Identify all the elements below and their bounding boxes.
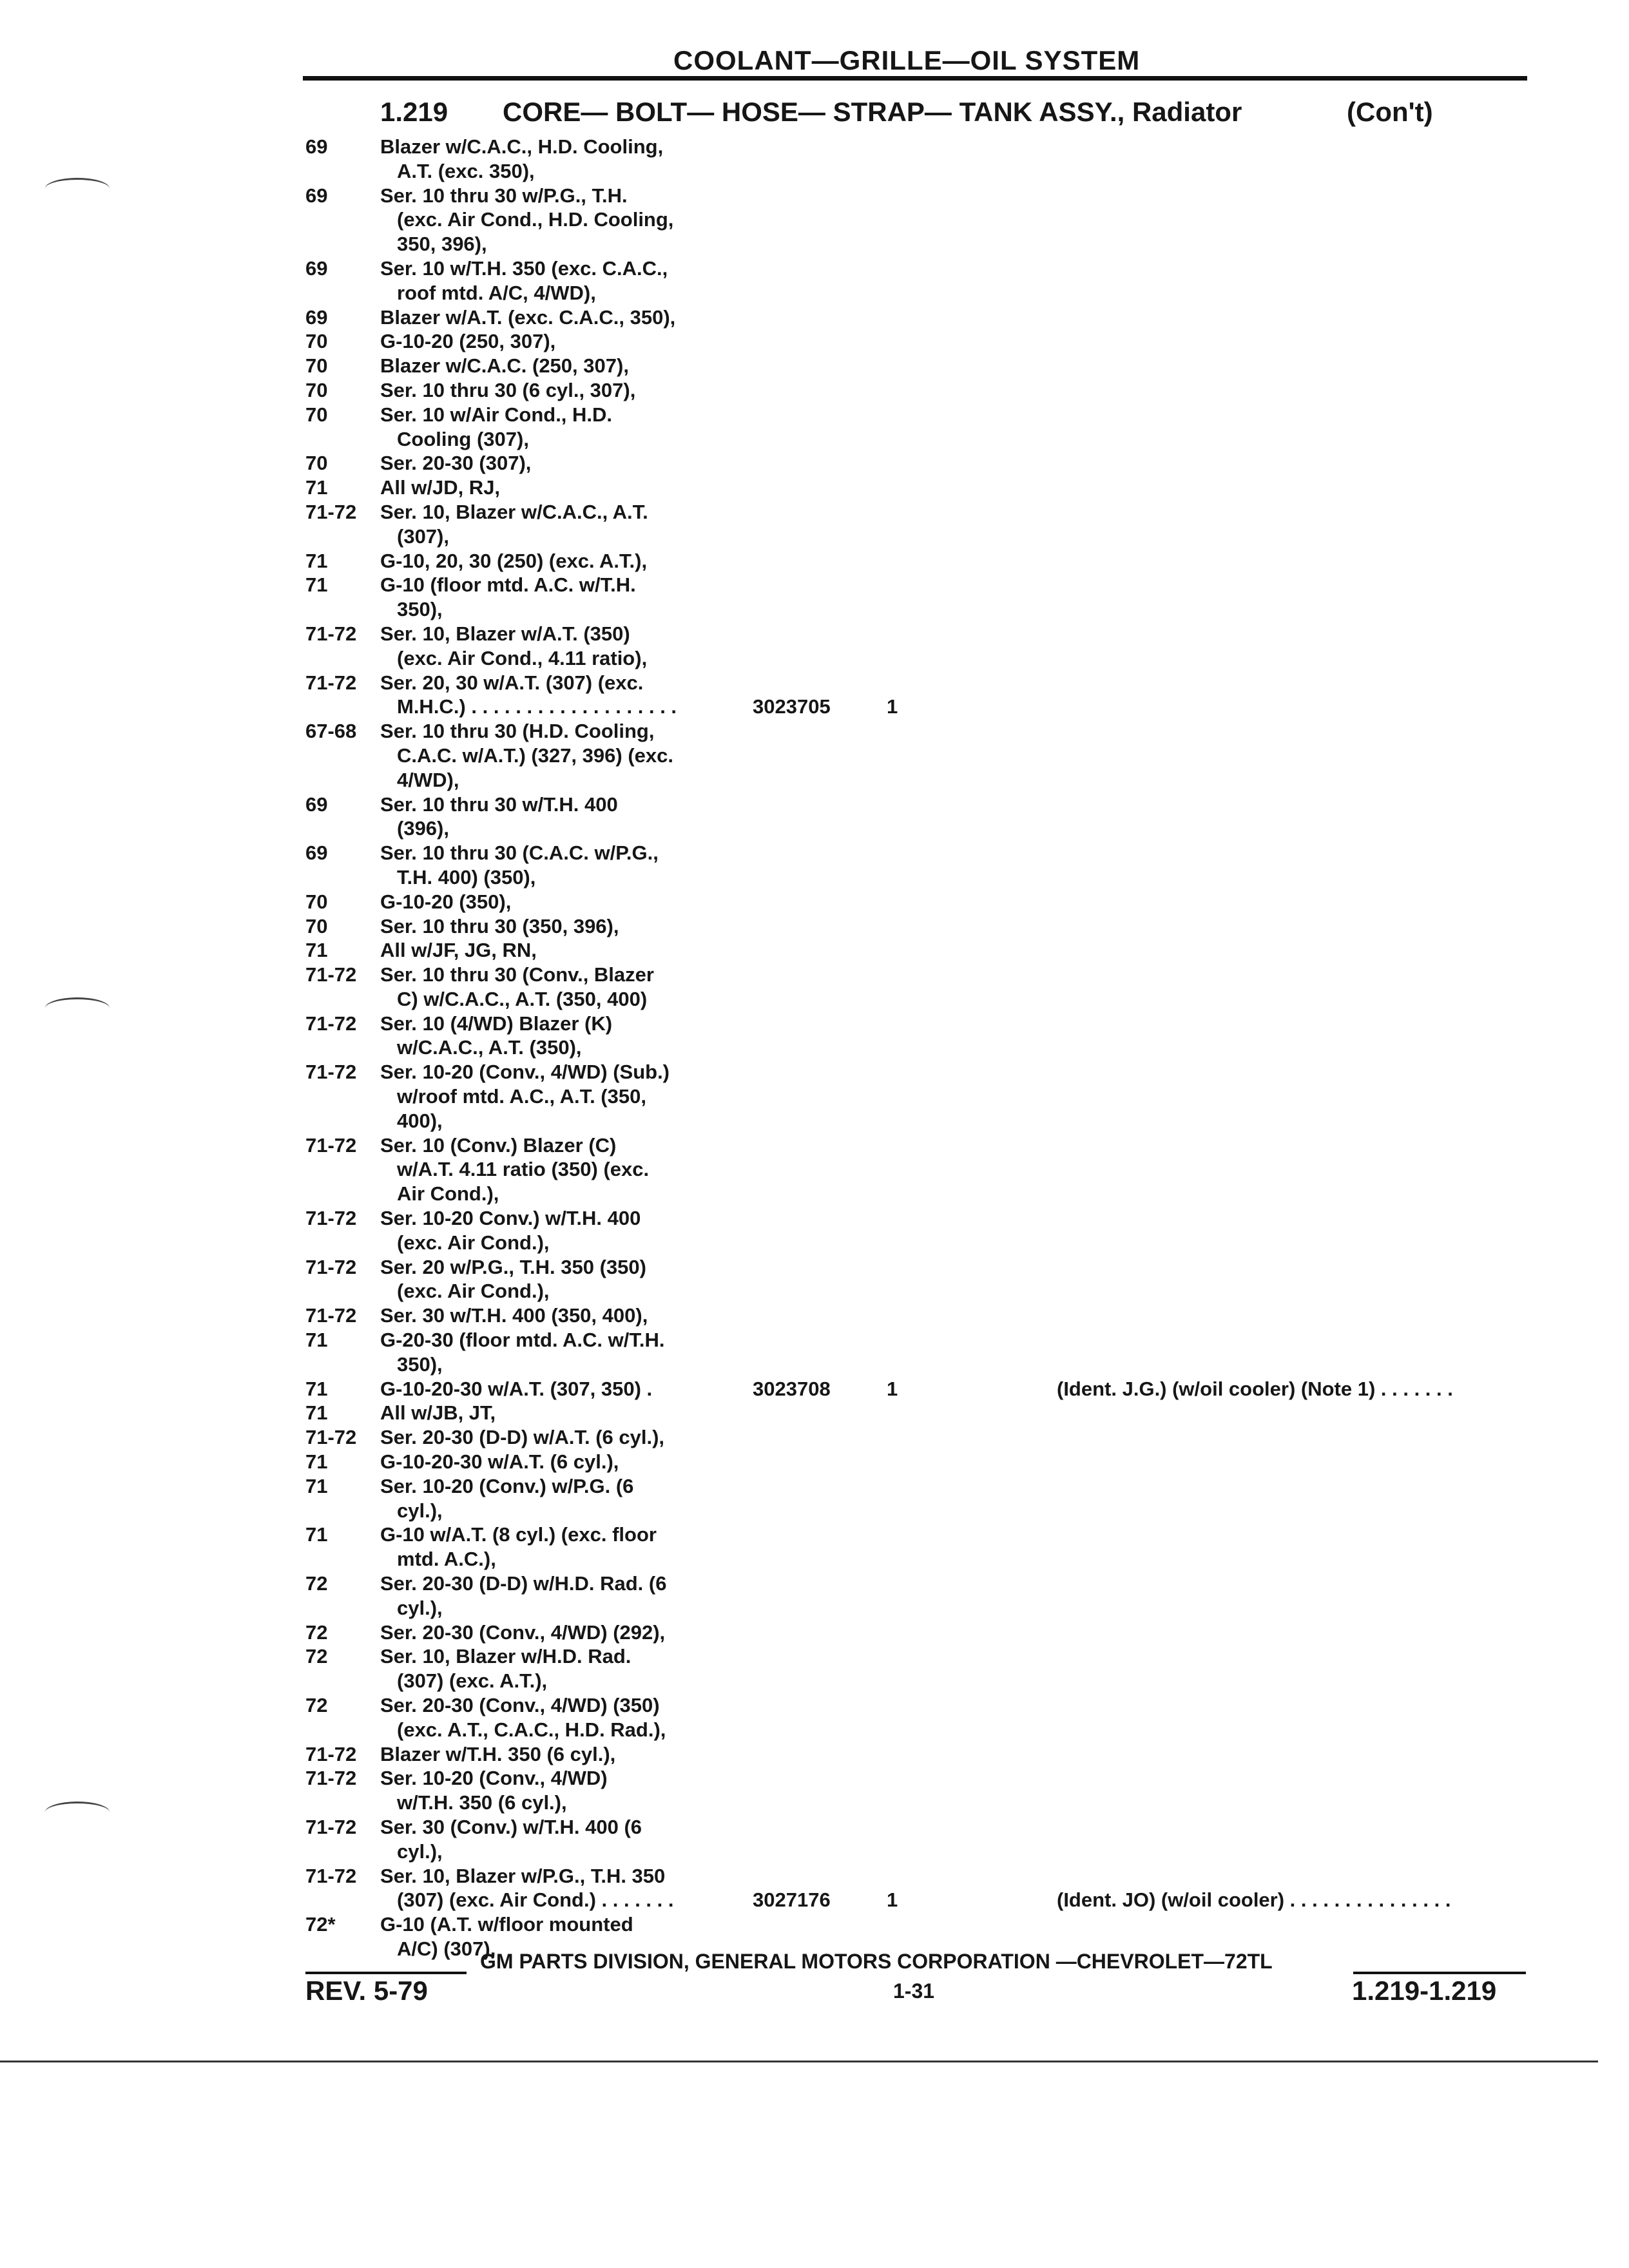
model-year: 71-72 (305, 1012, 357, 1035)
revision-label: REV. 5-79 (305, 1975, 428, 2006)
table-row (0, 1012, 1629, 1036)
model-year: 71-72 (305, 1304, 357, 1327)
application-description: C) w/C.A.C., A.T. (350, 400) (397, 987, 648, 1010)
model-year: 71-72 (305, 1426, 357, 1449)
table-row (0, 1571, 1629, 1596)
application-description: 400), (397, 1109, 443, 1132)
model-year: 70 (305, 403, 328, 426)
table-row (0, 524, 1629, 549)
table-row (0, 1109, 1629, 1133)
table-row (0, 793, 1629, 817)
model-year: 69 (305, 135, 328, 158)
application-description: All w/JB, JT, (380, 1401, 496, 1425)
header-rule (303, 76, 1527, 81)
table-row (0, 1182, 1629, 1206)
application-description: Blazer w/T.H. 350 (6 cyl.), (380, 1742, 616, 1765)
application-description: G-10-20 (250, 307), (380, 330, 556, 353)
application-description: (307) (exc. Air Cond.) . . . . . . . (397, 1888, 674, 1912)
table-row (0, 841, 1629, 865)
application-description: G-10-20-30 w/A.T. (6 cyl.), (380, 1450, 619, 1474)
table-row (0, 622, 1629, 646)
binder-hole-mark (45, 1802, 110, 1823)
model-year: 72 (305, 1572, 328, 1595)
model-year: 70 (305, 378, 328, 401)
application-description: G-10-20 (350), (380, 890, 512, 913)
application-description: cyl.), (397, 1596, 443, 1619)
table-row (0, 671, 1629, 695)
model-year: 71-72 (305, 1815, 357, 1838)
application-description: Ser. 10 thru 30 w/T.H. 400 (380, 793, 618, 816)
application-description: (exc. A.T., C.A.C., H.D. Rad.), (397, 1718, 666, 1741)
table-row (0, 1206, 1629, 1231)
table-row (0, 207, 1629, 232)
application-description: cyl.), (397, 1499, 443, 1522)
table-row (0, 1450, 1629, 1474)
application-description: Ser. 10, Blazer w/H.D. Rad. (380, 1645, 631, 1668)
quantity: 1 (887, 1888, 898, 1912)
application-description: M.H.C.) . . . . . . . . . . . . . . . . . . . (397, 695, 677, 718)
model-year: 71 (305, 549, 328, 572)
model-year: 72* (305, 1913, 336, 1936)
table-row (0, 1693, 1629, 1718)
page-number: 1-31 (893, 1979, 935, 2003)
application-description: G-10 w/A.T. (8 cyl.) (exc. floor (380, 1523, 657, 1546)
model-year: 70 (305, 452, 328, 475)
table-row (0, 987, 1629, 1012)
application-description: Cooling (307), (397, 427, 529, 450)
application-description: Ser. 30 (Conv.) w/T.H. 400 (6 (380, 1815, 642, 1838)
application-description: G-10 (floor mtd. A.C. w/T.H. (380, 573, 636, 597)
application-description: T.H. 400) (350), (397, 865, 536, 889)
model-year: 71-72 (305, 1255, 357, 1278)
application-description: Ser. 20 w/P.G., T.H. 350 (350) (380, 1255, 646, 1278)
table-row (0, 865, 1629, 890)
binder-hole-mark (45, 178, 110, 199)
section-continued: (Con't) (1347, 97, 1433, 127)
table-row (0, 135, 1629, 159)
table-row (0, 1352, 1629, 1377)
part-number: 3023708 (753, 1377, 831, 1400)
table-row (0, 500, 1629, 524)
application-description: Ser. 10 w/Air Cond., H.D. (380, 403, 613, 426)
application-description: w/C.A.C., A.T. (350), (397, 1036, 582, 1059)
table-row (0, 1523, 1629, 1547)
application-description: Ser. 10 (Conv.) Blazer (C) (380, 1133, 617, 1157)
application-description: Ser. 10, Blazer w/P.G., T.H. 350 (380, 1864, 666, 1887)
table-row (0, 451, 1629, 476)
table-row (0, 1035, 1629, 1060)
table-row (0, 232, 1629, 256)
part-note: (Ident. JO) (w/oil cooler) . . . . . . . . . . . . . . . (1057, 1888, 1451, 1912)
footer-corporation: GM PARTS DIVISION, GENERAL MOTORS CORPORATION —CHEVROLET—72TL (480, 1950, 1273, 1973)
table-row (0, 1401, 1629, 1425)
application-description: roof mtd. A/C, 4/WD), (397, 281, 596, 304)
application-description: Ser. 20-30 (D-D) w/A.T. (6 cyl.), (380, 1426, 665, 1449)
page-bottom-rule (0, 2061, 1598, 2062)
table-row (0, 1791, 1629, 1815)
model-year: 69 (305, 305, 328, 329)
application-description: Ser. 10-20 Conv.) w/T.H. 400 (380, 1207, 641, 1230)
application-description: Blazer w/A.T. (exc. C.A.C., 350), (380, 305, 676, 329)
application-description: Ser. 10 thru 30 (350, 396), (380, 914, 619, 937)
application-description: G-10-20-30 w/A.T. (307, 350) . (380, 1377, 653, 1400)
application-description: Ser. 20-30 (Conv., 4/WD) (292), (380, 1620, 666, 1644)
table-row (0, 1279, 1629, 1303)
application-description: Ser. 10 w/T.H. 350 (exc. C.A.C., (380, 256, 668, 280)
application-description: Ser. 20, 30 w/A.T. (307) (exc. (380, 671, 644, 694)
table-row (0, 1620, 1629, 1645)
application-description: G-20-30 (floor mtd. A.C. w/T.H. (380, 1329, 665, 1352)
table-row (0, 549, 1629, 573)
application-description: 350, 396), (397, 233, 487, 256)
table-row (0, 768, 1629, 793)
table-row (0, 695, 1629, 719)
table-row (0, 573, 1629, 597)
model-year: 70 (305, 354, 328, 378)
model-year: 71-72 (305, 671, 357, 694)
model-year: 71-72 (305, 1864, 357, 1887)
application-description: All w/JD, RJ, (380, 476, 501, 499)
table-row (0, 427, 1629, 452)
application-description: w/A.T. 4.11 ratio (350) (exc. (397, 1158, 650, 1181)
table-row (0, 1060, 1629, 1084)
model-year: 71 (305, 939, 328, 962)
application-description: (307) (exc. A.T.), (397, 1669, 548, 1693)
table-row (0, 1255, 1629, 1280)
model-year: 71 (305, 1523, 328, 1546)
application-description: 350), (397, 1352, 443, 1376)
application-description: Ser. 10 thru 30 (Conv., Blazer (380, 963, 654, 986)
application-description: A/C) (307), (397, 1937, 496, 1960)
model-year: 71 (305, 1401, 328, 1425)
model-year: 71 (305, 1474, 328, 1497)
table-row (0, 963, 1629, 987)
application-description: Ser. 10, Blazer w/C.A.C., A.T. (380, 500, 648, 523)
table-row (0, 378, 1629, 403)
application-description: (exc. Air Cond., H.D. Cooling, (397, 208, 674, 231)
part-number: 3023705 (753, 695, 831, 718)
table-row (0, 1474, 1629, 1499)
table-row (0, 597, 1629, 622)
table-row (0, 1912, 1629, 1937)
table-row (0, 1157, 1629, 1182)
model-year: 71-72 (305, 1767, 357, 1790)
model-year: 71-72 (305, 1133, 357, 1157)
model-year: 69 (305, 793, 328, 816)
table-row (0, 281, 1629, 305)
application-description: (exc. Air Cond., 4.11 ratio), (397, 646, 648, 669)
table-row (0, 1888, 1629, 1912)
table-row (0, 1231, 1629, 1255)
section-heading (380, 97, 1527, 128)
application-description: w/roof mtd. A.C., A.T. (350, (397, 1085, 646, 1108)
table-row (0, 1840, 1629, 1864)
table-row (0, 1596, 1629, 1620)
model-year: 67-68 (305, 720, 357, 743)
application-description: G-10, 20, 30 (250) (exc. A.T.), (380, 549, 648, 572)
application-description: C.A.C. w/A.T.) (327, 396) (exc. (397, 744, 673, 767)
application-description: G-10 (A.T. w/floor mounted (380, 1913, 633, 1936)
application-description: (exc. Air Cond.), (397, 1280, 550, 1303)
table-row (0, 1815, 1629, 1840)
section-reference: 1.219-1.219 (1352, 1975, 1497, 2006)
application-description: mtd. A.C.), (397, 1548, 496, 1571)
table-row (0, 1766, 1629, 1791)
table-row (0, 476, 1629, 500)
table-row (0, 1328, 1629, 1352)
application-description: Blazer w/C.A.C., H.D. Cooling, (380, 135, 664, 158)
table-row (0, 890, 1629, 914)
table-row (0, 1718, 1629, 1742)
footer-rule-left (305, 1972, 467, 1974)
table-row (0, 184, 1629, 208)
table-row (0, 1644, 1629, 1669)
application-description: Ser. 10 thru 30 (H.D. Cooling, (380, 720, 655, 743)
model-year: 71-72 (305, 1742, 357, 1765)
model-year: 71 (305, 1377, 328, 1400)
application-description: cyl.), (397, 1840, 443, 1863)
section-title: CORE— BOLT— HOSE— STRAP— TANK ASSY., Radiator (503, 97, 1242, 127)
quantity: 1 (887, 1377, 898, 1400)
application-description: Ser. 10 thru 30 (6 cyl., 307), (380, 378, 636, 401)
table-row (0, 159, 1629, 184)
model-year: 71-72 (305, 500, 357, 523)
application-description: Ser. 10-20 (Conv., 4/WD) (Sub.) (380, 1061, 670, 1084)
part-number: 3027176 (753, 1888, 831, 1912)
model-year: 70 (305, 330, 328, 353)
table-row (0, 354, 1629, 378)
table-row (0, 646, 1629, 671)
model-year: 71-72 (305, 1061, 357, 1084)
section-number: 1.219 (380, 97, 448, 127)
model-year: 71 (305, 573, 328, 597)
page-title: COOLANT—GRILLE—OIL SYSTEM (673, 45, 1141, 75)
application-description: Ser. 20-30 (D-D) w/H.D. Rad. (6 (380, 1572, 667, 1595)
table-row (0, 1303, 1629, 1328)
application-description: (exc. Air Cond.), (397, 1231, 550, 1254)
application-description: A.T. (exc. 350), (397, 159, 535, 182)
model-year: 71 (305, 476, 328, 499)
model-year: 72 (305, 1645, 328, 1668)
quantity: 1 (887, 695, 898, 718)
table-row (0, 1499, 1629, 1523)
model-year: 69 (305, 256, 328, 280)
table-row (0, 1377, 1629, 1401)
part-note: (Ident. J.G.) (w/oil cooler) (Note 1) . . . . . . . (1057, 1377, 1453, 1400)
table-row (0, 1864, 1629, 1888)
application-description: (307), (397, 524, 449, 548)
model-year: 70 (305, 890, 328, 913)
binder-hole-mark (45, 997, 110, 1019)
application-description: 4/WD), (397, 768, 459, 791)
table-row (0, 305, 1629, 330)
application-description: Ser. 10 (4/WD) Blazer (K) (380, 1012, 613, 1035)
model-year: 69 (305, 184, 328, 207)
model-year: 72 (305, 1620, 328, 1644)
table-row (0, 1084, 1629, 1109)
application-description: 350), (397, 598, 443, 621)
application-description: Ser. 10-20 (Conv., 4/WD) (380, 1767, 608, 1790)
model-year: 72 (305, 1694, 328, 1716)
table-row (0, 719, 1629, 744)
model-year: 70 (305, 914, 328, 937)
table-row (0, 403, 1629, 427)
model-year: 71-72 (305, 622, 357, 645)
table-row (0, 914, 1629, 939)
application-description: Ser. 10 thru 30 w/P.G., T.H. (380, 184, 628, 207)
table-row (0, 816, 1629, 841)
table-row (0, 329, 1629, 354)
table-row (0, 938, 1629, 963)
application-description: All w/JF, JG, RN, (380, 939, 537, 962)
table-row (0, 1425, 1629, 1450)
application-description: Ser. 20-30 (Conv., 4/WD) (350) (380, 1694, 660, 1716)
model-year: 69 (305, 841, 328, 865)
application-description: Blazer w/C.A.C. (250, 307), (380, 354, 629, 378)
application-description: Air Cond.), (397, 1182, 499, 1206)
table-row (0, 256, 1629, 281)
parts-list (0, 135, 1629, 1961)
table-row (0, 1133, 1629, 1158)
application-description: Ser. 10 thru 30 (C.A.C. w/P.G., (380, 841, 659, 865)
application-description: Ser. 20-30 (307), (380, 452, 532, 475)
table-row (0, 744, 1629, 768)
table-row (0, 1669, 1629, 1693)
application-description: Ser. 10, Blazer w/A.T. (350) (380, 622, 630, 645)
application-description: Ser. 30 w/T.H. 400 (350, 400), (380, 1304, 648, 1327)
application-description: (396), (397, 817, 449, 840)
application-description: Ser. 10-20 (Conv.) w/P.G. (6 (380, 1474, 634, 1497)
model-year: 71 (305, 1329, 328, 1352)
table-row (0, 1742, 1629, 1767)
table-row (0, 1547, 1629, 1571)
application-description: w/T.H. 350 (6 cyl.), (397, 1791, 567, 1814)
model-year: 71-72 (305, 1207, 357, 1230)
footer-rule-right (1353, 1972, 1526, 1974)
model-year: 71 (305, 1450, 328, 1474)
model-year: 71-72 (305, 963, 357, 986)
